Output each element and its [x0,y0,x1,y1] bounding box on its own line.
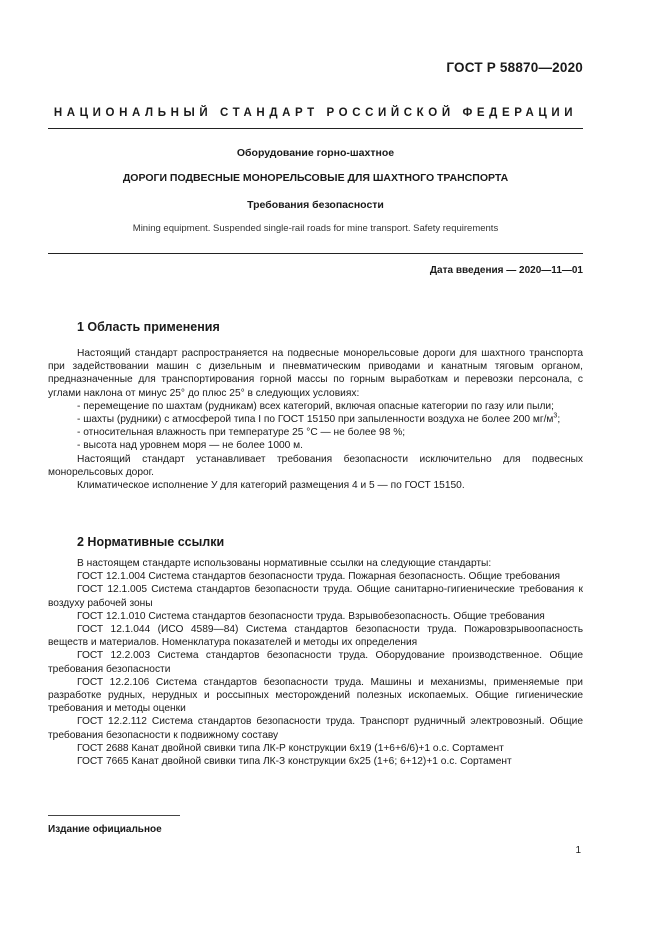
footer-divider [48,815,180,816]
paragraph: Настоящий стандарт распространяется на подвесные монорельсовые дороги для шахтного транспорта при задействовании машин с дизельным и пневматическим приводами и канатным тяговым органом, предназначенные для транспортирования горной массы по горным выработкам и перевозки персонала, с углами наклона от минус 25° до плюс 25° в следующих условиях: [48,348,583,399]
reference-item: ГОСТ 12.1.004 Система стандартов безопасности труда. Пожарная безопасность. Общие требования [77,571,561,583]
reference-item: ГОСТ 2688 Канат двойной свивки типа ЛК-Р конструкции 6х19 (1+6+6/6)+1 о.с. Сортамент [77,742,504,754]
title-line-1: Оборудование горно-шахтное [236,147,395,159]
section-1-heading: 1 Область применения [77,320,220,334]
introduction-date: Дата введения — 2020—11—01 [429,265,583,276]
top-divider [48,128,583,129]
paragraph-suffix: ; [557,414,561,426]
paragraph-text: - шахты (рудники) с атмосферой типа I по ГОСТ 15150 при запыленности воздуха не более 200 мг/м [77,414,554,426]
reference-item: ГОСТ 7665 Канат двойной свивки типа ЛК-З конструкции 6х25 (1+6; 6+12)+1 о.с. Сортамент [77,756,512,768]
superscript: 3 [553,412,558,420]
reference-item: ГОСТ 12.1.005 Система стандартов безопасности труда. Общие санитарно-гигиенические требования к воздуху рабочей зоны [48,584,583,609]
edition-label: Издание официальное [48,824,162,835]
section-1-body [48,347,583,492]
paragraph [48,413,583,426]
national-standard-title: НАЦИОНАЛЬНЫЙ СТАНДАРТ РОССИЙСКОЙ ФЕДЕРАЦИИ [53,107,578,119]
section-2-body [48,557,583,768]
title-line-3: Требования безопасности [247,199,384,211]
english-title: Mining equipment. Suspended single-rail roads for mine transport. Safety requirements [132,223,499,234]
paragraph: - относительная влажность при температуре 25 °С — не более 98 %; [77,427,406,439]
paragraph: Настоящий стандарт устанавливает требования безопасности исключительно для подвесных монорельсовых дорог. [48,453,583,478]
paragraph: - высота над уровнем моря — не более 1000 м. [77,440,303,452]
reference-item: ГОСТ 12.1.044 (ИСО 4589—84) Система стандартов безопасности труда. Пожаровзрывоопасность веществ и материалов. Номенклатура показателей и методы их определения [48,624,583,649]
reference-item: ГОСТ 12.2.003 Система стандартов безопасности труда. Оборудование производственное. Общие требования безопасности [48,650,583,675]
gost-number: ГОСТ Р 58870—2020 [446,60,583,75]
title-line-2: ДОРОГИ ПОДВЕСНЫЕ МОНОРЕЛЬСОВЫЕ ДЛЯ ШАХТНОГО ТРАНСПОРТА [122,172,509,184]
paragraph: - перемещение по шахтам (рудникам) всех категорий, включая опасные категории по газу или пыли; [77,400,554,412]
reference-item: ГОСТ 12.2.112 Система стандартов безопасности труда. Транспорт рудничный электровозный. Общие требования безопасности к подвижному составу [48,716,583,741]
paragraph: В настоящем стандарте использованы нормативные ссылки на следующие стандарты: [77,558,492,569]
middle-divider [48,253,583,254]
paragraph: Климатическое исполнение У для категорий размещения 4 и 5 — по ГОСТ 15150. [77,480,465,492]
section-2-heading: 2 Нормативные ссылки [77,535,225,549]
page-number: 1 [575,845,581,856]
reference-item: ГОСТ 12.2.106 Система стандартов безопасности труда. Машины и механизмы, применяемые при разработке рудных, нерудных и россыпных месторождений полезных ископаемых. Общие гигиенические требования и методы оценки [48,676,583,715]
reference-item: ГОСТ 12.1.010 Система стандартов безопасности труда. Взрывобезопасность. Общие требования [77,610,545,622]
